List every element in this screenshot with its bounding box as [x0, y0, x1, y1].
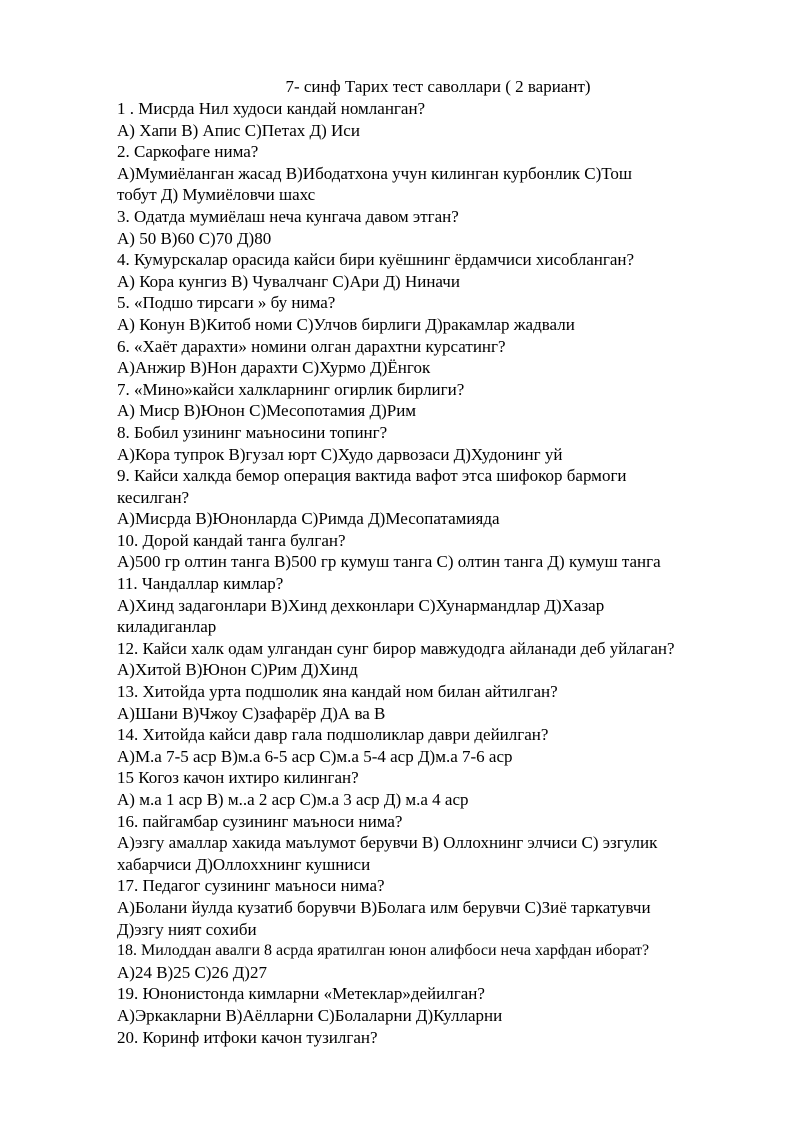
answers-17-cont: Д)эзгу ният сохиби [117, 919, 257, 939]
answers-1: А) Хапи В) Апис С)Петах Д) Иси [117, 120, 360, 140]
question-20: 20. Коринф итфоки качон тузилган? [117, 1027, 378, 1047]
answers-11: А)Хинд задагонлари В)Хинд дехконлари С)Хунармандлар Д)Хазар [117, 595, 605, 615]
answers-16: А)эзгу амаллар хакида маълумот берувчи В) Оллохнинг элчиси С) эзгулик [117, 833, 658, 853]
answers-5: А) Конун В)Китоб номи С)Улчов бирлиги Д)ракамлар жадвали [117, 314, 575, 334]
question-18: 18. Милоддан авалги 8 асрда яратилган юнон алифбоси неча харфдан иборат? [117, 942, 650, 960]
answers-7: А) Миср В)Юнон С)Месопотамия Д)Рим [117, 401, 417, 421]
answers-6: А)Анжир В)Нон дарахти С)Хурмо Д)Ёнгок [117, 358, 431, 378]
question-19: 19. Юнонистонда кимларни «Метеклар»дейилган? [117, 984, 485, 1004]
answers-12: А)Хитой В)Юнон С)Рим Д)Хинд [117, 660, 358, 680]
answers-10: А)500 гр олтин танга В)500 гр кумуш танга С) олтин танга Д) кумуш танга [117, 552, 661, 572]
answers-19: А)Эркакларни В)Аёлларни С)Болаларни Д)Кулларни [117, 1005, 503, 1025]
question-list [117, 98, 757, 1048]
question-9-cont: кесилган? [117, 487, 190, 507]
answers-13: А)Шани В)Чжоу С)зафарёр Д)А ва В [117, 703, 386, 723]
question-4: 4. Кумурскалар орасида кайси бири куёшнинг ёрдамчиси хисобланган? [117, 250, 635, 270]
question-11: 11. Чандаллар кимлар? [117, 574, 284, 594]
question-7: 7. «Мино»кайси халкларнинг огирлик бирлиги? [117, 379, 465, 399]
answers-16-cont: хабарчиси Д)Оллоххнинг кушниси [117, 854, 371, 874]
question-10: 10. Дорой кандай танга булган? [117, 530, 346, 550]
answers-9: А)Мисрда В)Юнонларда С)Римда Д)Месопатамияда [117, 509, 500, 529]
question-14: 14. Хитойда кайси давр гала подшоликлар даври дейилган? [117, 725, 549, 745]
document-title: 7- синф Тарих тест саволлари ( 2 вариант) [285, 77, 591, 96]
answers-8: А)Кора тупрок В)гузал юрт С)Худо дарвозаси Д)Худонинг уй [117, 444, 563, 464]
answers-11-cont: киладиганлар [117, 617, 217, 637]
answers-2-cont: тобут Д) Мумиёловчи шахс [117, 185, 316, 205]
question-1: 1 . Мисрда Нил худоси кандай номланган? [117, 99, 426, 118]
question-17: 17. Педагог сузининг маъноси нима? [117, 876, 385, 896]
question-6: 6. «Хаёт дарахти» номини олган дарахтни курсатинг? [117, 336, 506, 356]
answers-17: А)Болани йулда кузатиб борувчи В)Болага илм берувчи С)Зиё таркатувчи [117, 897, 651, 917]
question-16: 16. пайгамбар сузининг маъноси нима? [117, 811, 403, 831]
question-15: 15 Когоз качон ихтиро килинган? [117, 768, 359, 788]
answers-2: А)Мумиёланган жасад В)Ибодатхона учун килинган курбонлик С)Тош [117, 163, 633, 183]
question-13: 13. Хитойда урта подшолик яна кандай ном билан айтилган? [117, 682, 558, 702]
question-2: 2. Саркофаге нима? [117, 142, 259, 162]
answers-15: А) м.а 1 аср В) м..а 2 аср С)м.а 3 аср Д) м.а 4 аср [117, 790, 469, 809]
answers-4: А) Кора кунгиз В) Чувалчанг С)Ари Д) Ниначи [117, 271, 460, 291]
answers-18: А)24 В)25 С)26 Д)27 [117, 962, 267, 982]
question-12: 12. Кайси халк одам улгандан сунг бирор мавжудодга айланади деб уйлаган? [117, 638, 675, 658]
question-5: 5. «Подшо тирсаги » бу нима? [117, 293, 336, 313]
answers-3: А) 50 В)60 С)70 Д)80 [117, 228, 272, 248]
answers-14: А)М.а 7-5 аср В)м.а 6-5 аср С)м.а 5-4 аср Д)м.а 7-6 аср [117, 746, 513, 766]
question-9: 9. Кайси халкда бемор операция вактида вафот этса шифокор бармоги [117, 466, 627, 486]
question-3: 3. Одатда мумиёлаш неча кунгача давом этган? [117, 206, 459, 226]
question-8: 8. Бобил узининг маъносини топинг? [117, 422, 388, 442]
